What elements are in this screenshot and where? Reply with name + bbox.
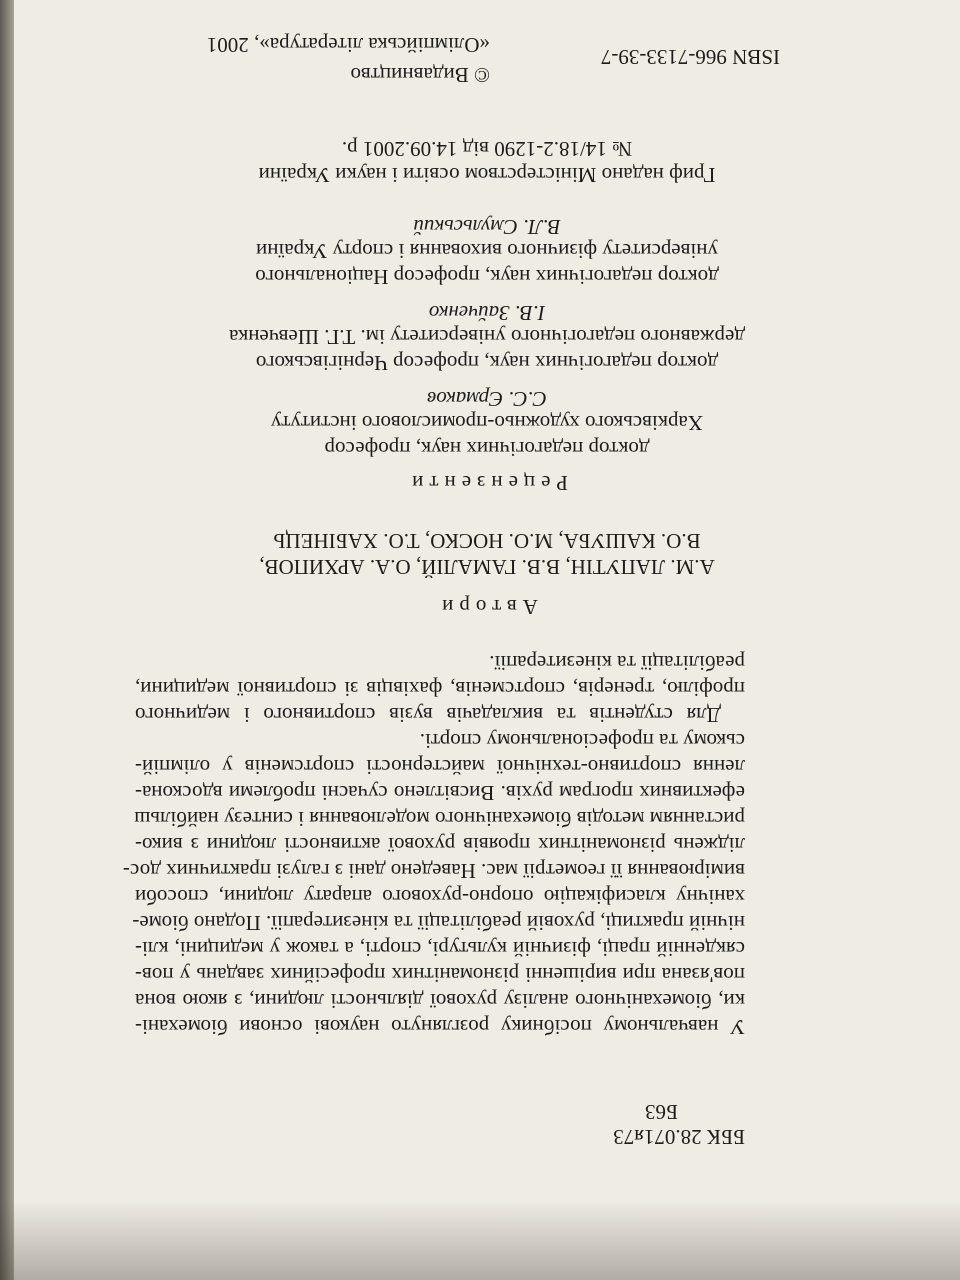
- page-edge-shadow: [0, 0, 14, 1280]
- copyright-title: «Олімпійська література», 2001: [206, 33, 490, 57]
- audience-line: Для студентів та викладачів вузів спортивного і медичного: [135, 703, 721, 727]
- annotation-line: лення спортивно-технічної майстерності спортсменів у олімпій-: [135, 755, 745, 779]
- reviewer-name: С.С. Єрмаков: [427, 387, 547, 411]
- annotation-line: сякденній праці, фізичній культурі, спорті, а також у медицині, клі-: [135, 937, 745, 961]
- reviewer-affiliation: державного педагогічного університету ім. Т.Г. Шевченка: [229, 325, 746, 349]
- authors-line: В.О. КАШУБА, М.О. НОСКО, Т.О. ХАБІНЕЦЬ: [273, 529, 701, 553]
- annotation-line: вимірювання її геометрії мас. Наведено дані з галузі практичних дос-: [122, 859, 745, 883]
- annotation-line: нічній практиці, руховій реабілітації та кінезитерапії. Подано біоме-: [132, 911, 745, 935]
- desk-shadow: [0, 1200, 960, 1280]
- reviewer-affiliation: університету фізичного виховання і спорту України: [255, 239, 719, 263]
- annotation-line: ському та професіональному спорті.: [419, 729, 745, 753]
- copyright-publisher: © Видавництво: [350, 63, 490, 87]
- grif-line: № 14/18.2-1290 від 14.09.2001 р.: [341, 137, 633, 161]
- audience-line: реабілітації та кінезитерапії.: [489, 651, 745, 675]
- annotation-line: ліджень різноманітних проявів рухової активності людини з вико-: [135, 833, 745, 857]
- annotation-line: ристанням методів біомеханічного моделювання і синтезу найбільш: [134, 807, 745, 831]
- annotation-line: У навчальному посібнику розглянуто наукові основи біомехані-: [135, 1015, 745, 1039]
- annotation-line: ки, біомеханічного аналізу рухової діяльності людини, з якою вона: [135, 989, 745, 1013]
- reviewer-affiliation: доктор педагогічних наук, професор Національного: [255, 265, 719, 289]
- bbk-index: Б63: [644, 1100, 678, 1124]
- annotation-line: пов'язана при вирішенні різноманітних професійних завдань у пов-: [135, 963, 745, 987]
- reviewer-affiliation: Харківського художньо-промислового інституту: [271, 411, 703, 435]
- reviewer-name: В.Л. Смульський: [413, 215, 561, 239]
- upside-down-content: [14, 0, 960, 1280]
- annotation-line: ефективних програм рухів. Висвітлено сучасні проблеми вдоскона-: [135, 781, 745, 805]
- reviewer-affiliation: доктор педагогічних наук, професор Чернігівського: [255, 351, 719, 375]
- audience-line: профілю, тренерів, спортсменів, фахівців зі спортивної медицини,: [135, 677, 745, 701]
- authors-heading: Автори: [436, 595, 538, 619]
- reviewer-name: І.В. Зайченко: [428, 301, 546, 325]
- reviewer-affiliation: доктор педагогічних наук, професор: [324, 437, 650, 461]
- reviewers-heading: Рецензенти: [406, 471, 568, 495]
- book-page: [14, 0, 960, 1280]
- bbk-code: ББК 28.071я73: [613, 1125, 745, 1149]
- grif-line: Гриф надано Міністерством освіти і науки України: [258, 163, 716, 187]
- authors-line: А.М. ЛАПУТІН, В.В. ГАМАЛІЙ, О.А. АРХИПОВ,: [259, 555, 715, 579]
- annotation-line: ханічну класифікацію опорно-рухового апарату людини, способи: [135, 885, 745, 909]
- isbn: ISBN 966-7133-39-7: [600, 45, 780, 69]
